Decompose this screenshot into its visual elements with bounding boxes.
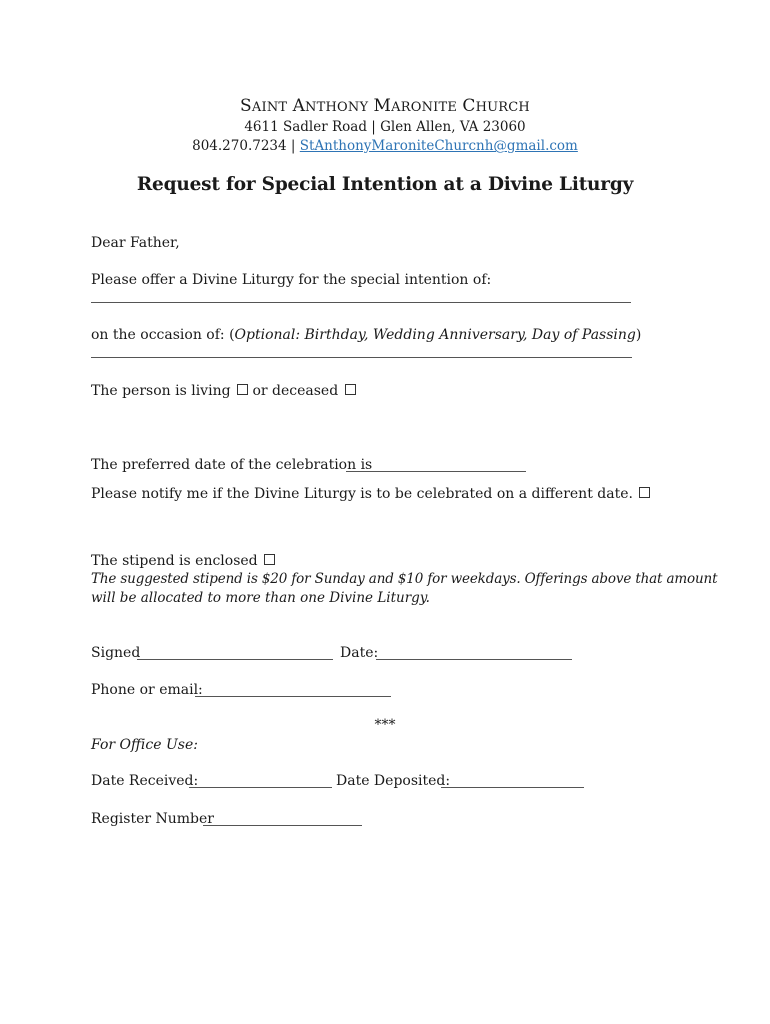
church-name-part: NTHONY <box>305 100 369 115</box>
deceased-label: or deceased <box>252 383 339 399</box>
register-number-field[interactable] <box>203 825 362 826</box>
salutation: Dear Father, <box>91 235 180 251</box>
date-received-label: Date Received: <box>91 773 199 789</box>
date-received-field[interactable] <box>189 787 332 788</box>
preferred-date-field[interactable] <box>346 471 526 472</box>
preferred-date-label: The preferred date of the celebration is <box>91 457 373 473</box>
phone-email-label: Phone or email: <box>91 682 203 698</box>
contact-separator: | <box>286 138 300 154</box>
date-label: Date: <box>340 645 379 661</box>
church-name-part: ARONITE <box>391 100 458 115</box>
church-name-part: HURCH <box>475 100 530 115</box>
church-name <box>0 96 770 118</box>
stipend-checkbox[interactable] <box>264 554 275 565</box>
living-status-line <box>91 382 356 400</box>
intention-prompt: Please offer a Divine Liturgy for the special intention of: <box>91 272 492 288</box>
section-separator: *** <box>374 717 396 733</box>
notify-label: Please notify me if the Divine Liturgy is to be celebrated on a different date. <box>91 486 633 502</box>
church-name-initial: S <box>240 96 252 116</box>
occasion-field[interactable] <box>91 357 632 358</box>
church-address: 4611 Sadler Road | Glen Allen, VA 23060 <box>244 119 526 135</box>
date-field[interactable] <box>376 659 572 660</box>
form-title: Request for Special Intention at a Divine Liturgy <box>136 174 634 195</box>
signed-label: Signed <box>91 645 141 661</box>
occasion-prefix: on the occasion of: ( <box>91 327 235 343</box>
phone-email-field[interactable] <box>195 696 391 697</box>
occasion-label <box>91 326 641 344</box>
office-use-heading: For Office Use: <box>91 737 198 753</box>
church-name-initial: A <box>292 96 306 116</box>
church-phone: 804.270.7234 <box>192 138 287 154</box>
stipend-line <box>91 552 275 570</box>
date-deposited-label: Date Deposited: <box>336 773 451 789</box>
register-number-label: Register Number <box>91 811 214 827</box>
signature-field[interactable] <box>137 659 333 660</box>
stipend-note-line-2: will be allocated to more than one Divine Liturgy. <box>91 590 430 606</box>
notify-checkbox[interactable] <box>639 487 650 498</box>
occasion-optional-hint: Optional: Birthday, Wedding Anniversary, Day of Passing <box>234 327 636 343</box>
intention-field[interactable] <box>91 302 631 303</box>
living-checkbox[interactable] <box>237 384 248 395</box>
church-name-part: AINT <box>251 100 288 115</box>
church-name-initial: C <box>462 96 476 116</box>
occasion-suffix: ) <box>635 327 642 343</box>
living-label: The person is living <box>91 383 231 399</box>
church-name-initial: M <box>373 96 392 116</box>
deceased-checkbox[interactable] <box>345 384 356 395</box>
church-email-link[interactable]: StAnthonyMaroniteChurcnh@gmail.com <box>299 138 578 154</box>
notify-line <box>91 485 650 503</box>
date-deposited-field[interactable] <box>441 787 584 788</box>
stipend-label: The stipend is enclosed <box>91 553 258 569</box>
stipend-note-line-1: The suggested stipend is $20 for Sunday and $10 for weekdays. Offerings above that amount <box>91 571 718 587</box>
church-contact <box>0 137 770 155</box>
